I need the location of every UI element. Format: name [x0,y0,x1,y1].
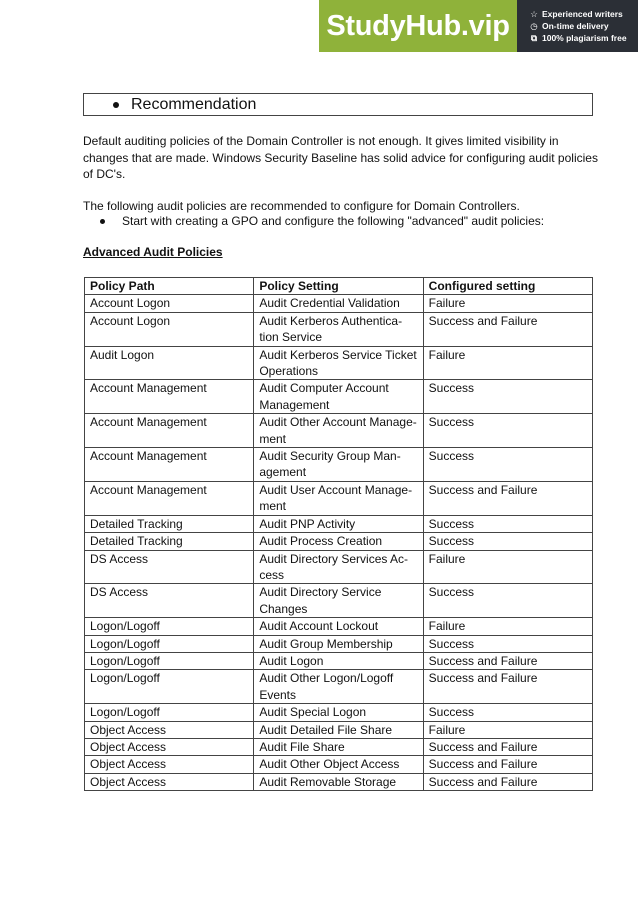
table-cell: Success and Failure [423,670,592,704]
table-header-row [85,278,593,295]
table-cell: Success and Failure [423,481,592,515]
table-cell: Failure [423,550,592,584]
recommendation-heading-box [83,93,593,116]
table-cell: Success [423,533,592,550]
table-cell: Audit Group Membership [254,635,423,652]
table-cell: Failure [423,295,592,312]
table-cell: Audit Detailed File Share [254,721,423,738]
banner-features [517,0,638,52]
table-row [85,584,593,618]
bullet-icon [100,219,105,224]
table-cell: Success [423,704,592,721]
column-header: Policy Setting [254,278,423,295]
table-cell: Object Access [85,756,254,773]
table-body [85,295,593,791]
table-row [85,295,593,312]
table-row [85,618,593,635]
table-row [85,312,593,346]
table-row [85,448,593,482]
table-cell: Audit Security Group Man- agement [254,448,423,482]
table-cell: Audit Directory Service Changes [254,584,423,618]
recommend-line: The following audit policies are recommended to configure for Domain Controllers. [83,199,520,213]
banner-feature-delivery [529,20,638,32]
column-header: Policy Path [85,278,254,295]
table-cell: Account Management [85,448,254,482]
table-row [85,380,593,414]
banner-feature-text: Experienced writers [542,9,623,19]
table-cell: Audit Kerberos Authentica- tion Service [254,312,423,346]
studyhub-banner[interactable] [319,0,638,52]
table-cell: Detailed Tracking [85,515,254,532]
table-cell: DS Access [85,584,254,618]
table-cell: Audit Directory Services Ac- cess [254,550,423,584]
intro-paragraph: Default auditing policies of the Domain Controller is not enough. It gives limited visibility in changes that are made. Windows Security Baseline has solid advice for configuring audit policies of DC's. [83,134,598,181]
table-cell: Account Management [85,481,254,515]
table-cell: Audit Credential Validation [254,295,423,312]
table-cell: Success and Failure [423,773,592,790]
table-row [85,652,593,669]
table-cell: Audit Kerberos Service Ticket Operations [254,346,423,380]
table-cell: Audit Other Account Manage- ment [254,414,423,448]
table-cell: Audit Computer Account Management [254,380,423,414]
recommendation-heading: Recommendation [131,95,257,113]
banner-logo-area[interactable] [319,0,517,52]
table-cell: Failure [423,618,592,635]
table-cell: Audit Removable Storage [254,773,423,790]
table-cell: Audit Other Logon/Logoff Events [254,670,423,704]
table-cell: Success [423,380,592,414]
table-row [85,721,593,738]
table-cell: Audit Account Lockout [254,618,423,635]
studyhub-logo[interactable]: StudyHub.vip [326,9,510,42]
table-cell: Logon/Logoff [85,704,254,721]
table-row [85,515,593,532]
section-title: Advanced Audit Policies [83,245,223,259]
table-cell: Object Access [85,738,254,755]
table-row [85,346,593,380]
table-cell: Object Access [85,721,254,738]
table-cell: Success [423,448,592,482]
table-cell: Success [423,414,592,448]
table-cell: Account Management [85,414,254,448]
table-cell: Failure [423,721,592,738]
table-cell: Failure [423,346,592,380]
table-cell: Success [423,584,592,618]
banner-feature-text: 100% plagiarism free [542,33,627,43]
table-cell: Success and Failure [423,652,592,669]
table-cell: Detailed Tracking [85,533,254,550]
table-row [85,670,593,704]
table-cell: Audit Special Logon [254,704,423,721]
clock-icon: ◷ [530,21,538,31]
table-cell: Account Logon [85,312,254,346]
copy-icon: ⧉ [530,33,538,43]
table-cell: Success [423,635,592,652]
table-cell: Audit Logon [85,346,254,380]
table-cell: Account Management [85,380,254,414]
star-icon: ☆ [530,9,538,19]
table-row [85,704,593,721]
table-cell: Logon/Logoff [85,670,254,704]
table-row [85,481,593,515]
table-row [85,533,593,550]
table-cell: Logon/Logoff [85,652,254,669]
bullet-icon [113,102,119,108]
table-cell: Audit PNP Activity [254,515,423,532]
table-cell: Audit User Account Manage- ment [254,481,423,515]
table-row [85,738,593,755]
table-cell: Account Logon [85,295,254,312]
table-cell: Success [423,515,592,532]
table-cell: Audit Logon [254,652,423,669]
banner-feature-plagiarism [529,32,638,44]
table-cell: DS Access [85,550,254,584]
gpo-bullet-text: Start with creating a GPO and configure the following "advanced" audit policies: [122,214,545,228]
table-cell: Success and Failure [423,312,592,346]
gpo-bullet-item [100,213,544,230]
table-cell: Audit Other Object Access [254,756,423,773]
banner-feature-writers [529,8,638,20]
table-row [85,635,593,652]
table-row [85,414,593,448]
table-cell: Object Access [85,773,254,790]
table-row [85,550,593,584]
table-cell: Success and Failure [423,738,592,755]
table-cell: Success and Failure [423,756,592,773]
table-row [85,756,593,773]
table-cell: Audit Process Creation [254,533,423,550]
table-cell: Logon/Logoff [85,635,254,652]
audit-policy-table [84,277,593,791]
column-header: Configured setting [423,278,592,295]
table-cell: Logon/Logoff [85,618,254,635]
table-cell: Audit File Share [254,738,423,755]
table-row [85,773,593,790]
banner-feature-text: On-time delivery [542,21,609,31]
